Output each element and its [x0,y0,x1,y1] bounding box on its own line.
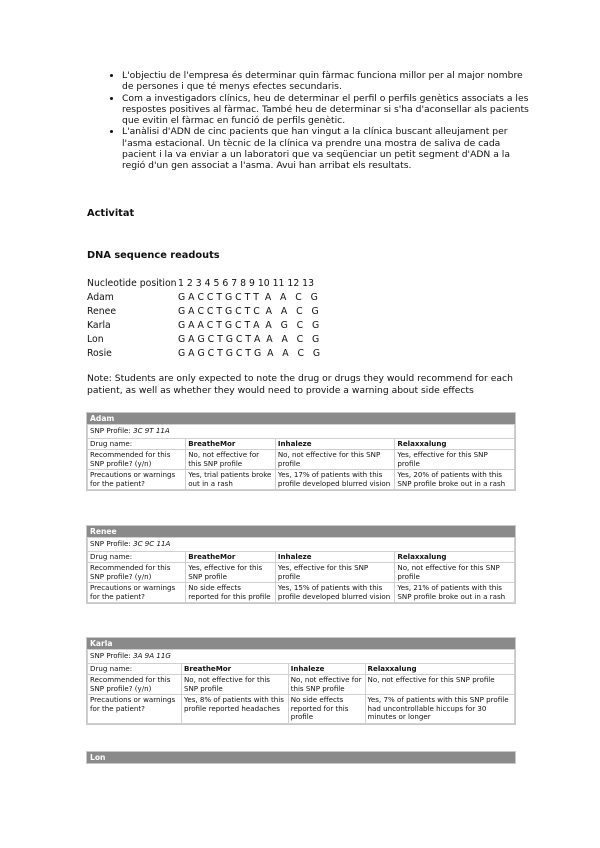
recommended-cell: No, not effective for this SNP profile [186,450,276,470]
warnings-label: Precautions or warnings for the patient? [88,695,182,724]
drug-name: Relaxxalung [365,663,514,675]
warning-cell: Yes, 20% of patients with this SNP profile broke out in a rash [395,470,515,490]
recommended-cell: No, not effective for this SNP profile [181,675,288,695]
drug-label: Drug name: [88,663,182,675]
warning-cell: Yes, 21% of patients with this SNP profile broke out in a rash [395,583,515,603]
dna-row [87,291,320,305]
drug-table [87,537,515,603]
intro-bullet: • L'anàlisi d'ADN de cinc pacients que han vingut a la clínica buscant alleujament per l'asma estacional. Un tècnic de la clínica va prendre una mostra de saliva de cada pacient i la va enviar a un laboratori que va seqüenciar un petit segment d'ADN a la regió d'un gen associat a l'asma. Avui han arribat els resultats. [122,126,532,171]
dna-sequence-cell: G A C C T G C T T A A C G [178,292,318,303]
patient-name-cell: Lon [87,334,104,345]
intro-bullet: • Com a investigadors clínics, heu de determinar el perfil o perfils genètics associats a les respostes positives al fàrmac. També heu de determinar si s'ha d'aconsellar als pacients que evitin el fàrmac en funció de perfils genètic. [122,93,532,127]
drug-table [87,424,515,490]
recommended-cell: Yes, effective for this SNP profile [275,563,395,583]
recommended-label: Recommended for this SNP profile? (y/n) [88,563,186,583]
snp-profile: SNP Profile: 3C 9T 11A [88,425,515,439]
patient-card-adam [86,412,516,491]
warning-cell: Yes, 8% of patients with this profile reported headaches [181,695,288,724]
dna-row [87,333,320,347]
drug-name: Inhaleze [288,663,365,675]
drug-name: BreatheMor [186,551,276,563]
drug-name: BreatheMor [181,663,288,675]
drug-name: Inhaleze [275,551,395,563]
recommended-cell: Yes, effective for this SNP profile [395,450,515,470]
dna-heading: DNA sequence readouts [87,250,220,261]
patient-name-cell: Karla [87,320,111,331]
patient-name-cell: Renee [87,306,117,317]
drug-table [87,649,515,724]
patient-name-cell: Rosie [87,348,112,359]
dna-sequence-cell: G A A C T G C T A A G C G [178,320,320,331]
drug-name: BreatheMor [186,438,276,450]
drug-label: Drug name: [88,438,186,450]
recommended-label: Recommended for this SNP profile? (y/n) [88,675,182,695]
warning-cell: No side effects reported for this profile [288,695,365,724]
dna-sequence-table [87,277,320,361]
warning-cell: Yes, 7% of patients with this SNP profile had uncontrollable hiccups for 30 minutes or longer [365,695,514,724]
patient-name-cell: Adam [87,292,114,303]
recommended-cell: No, not effective for this SNP profile [288,675,365,695]
recommended-label: Recommended for this SNP profile? (y/n) [88,450,186,470]
patient-card-karla [86,637,516,725]
drug-name: Relaxxalung [395,551,515,563]
patient-name: Renee [87,526,515,537]
dna-row [87,319,320,333]
recommended-cell: No, not effective for this SNP profile [395,563,515,583]
intro-bullet: • L'objectiu de l'empresa és determinar quin fàrmac funciona millor per al major nombre de persones i que té menys efectes secundaris. [122,70,532,93]
warning-cell: No side effects reported for this profile [186,583,276,603]
warnings-label: Precautions or warnings for the patient? [88,583,186,603]
patient-name: Karla [87,638,515,649]
dna-sequence-cell: G A G C T G C T A A A C G [178,334,320,345]
patient-name: Adam [87,413,515,424]
drug-name: Inhaleze [275,438,395,450]
dna-sequence-cell: G A G C T G C T G A A C G [178,348,321,359]
dna-header-row [87,277,320,291]
recommended-cell: Yes, effective for this SNP profile [186,563,276,583]
patient-card-renee [86,525,516,604]
note-text: Note: Students are only expected to note the drug or drugs they would recommend for each patient, as well as whether they would need to provide a warning about side effects [87,373,513,396]
drug-label: Drug name: [88,551,186,563]
drug-name: Relaxxalung [395,438,515,450]
warning-cell: Yes, 17% of patients with this profile developed blurred vision [275,470,395,490]
dna-row [87,347,320,361]
warning-cell: Yes, trial patients broke out in a rash [186,470,276,490]
warning-cell: Yes, 15% of patients with this profile developed blurred vision [275,583,395,603]
dna-sequence-cell: G A C C T G C T C A A C G [178,306,319,317]
activity-heading: Activitat [87,208,135,219]
dna-row [87,305,320,319]
intro-bullet-list [104,70,532,172]
dna-positions: 1 2 3 4 5 6 7 8 9 10 11 12 13 [178,278,315,289]
recommended-cell: No, not effective for this SNP profile [365,675,514,695]
patient-name: Lon [87,752,515,763]
warnings-label: Precautions or warnings for the patient? [88,470,186,490]
recommended-cell: No, not effective for this SNP profile [275,450,395,470]
patient-card-lon [86,751,516,764]
snp-profile: SNP Profile: 3C 9C 11A [88,538,515,552]
snp-profile: SNP Profile: 3A 9A 11G [88,650,515,664]
dna-header-label: Nucleotide position [87,278,177,289]
